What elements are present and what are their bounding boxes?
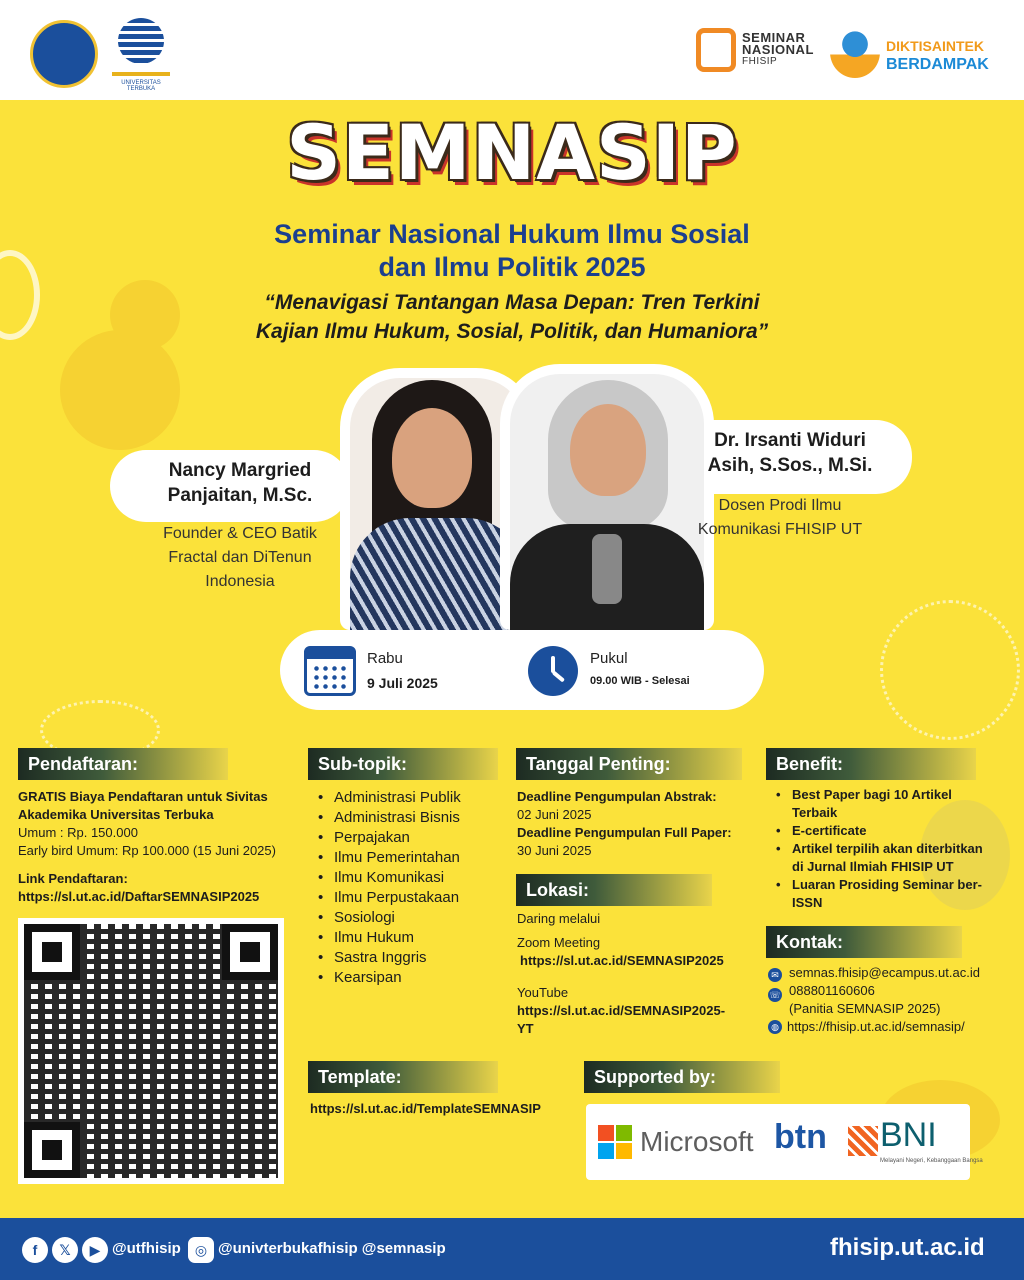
- diktisaintek-logo: DIKTISAINTEK BERDAMPAK: [830, 26, 1010, 82]
- supported-heading: Supported by:: [584, 1061, 780, 1093]
- speaker-role: Founder & CEO Batik Fractal dan DiTenun Indonesia: [163, 525, 317, 590]
- kemdikbud-logo: [30, 20, 98, 88]
- important-dates: Deadline Pengumpulan Abstrak: 02 Juni 2025 Deadline Pengumpulan Full Paper: 30 Juni 2025: [517, 789, 732, 858]
- qr-finder-pattern: [222, 924, 278, 980]
- contact-phone[interactable]: 088801160606 (Panitia SEMNASIP 2025): [789, 983, 941, 1016]
- subtopics-heading: Sub-topik:: [308, 748, 498, 780]
- btn-logo: btn: [774, 1118, 827, 1156]
- ms-square-blue: [598, 1143, 614, 1159]
- list-item: • Ilmu Komunikasi: [316, 868, 506, 888]
- batik-ornament: [880, 600, 1020, 740]
- list-item: • E-certificate: [774, 822, 1004, 840]
- list-item: • Administrasi Bisnis: [316, 808, 506, 828]
- registration-link[interactable]: https://sl.ut.ac.id/DaftarSEMNASIP2025: [18, 889, 260, 904]
- bni-logo: BNI: [880, 1116, 937, 1154]
- globe-icon: ◍: [768, 1020, 782, 1034]
- benefit-heading: Benefit:: [766, 748, 976, 780]
- event-day-label: Rabu: [367, 650, 403, 667]
- location-heading: Lokasi:: [516, 874, 712, 906]
- list-item: • Artikel terpilih akan diterbitkan di Jurnal Ilmiah FHISIP UT: [774, 840, 1004, 876]
- list-item: • Perpajakan: [316, 828, 506, 848]
- event-subtitle: Seminar Nasional Hukum Ilmu Sosial dan Ilmu Politik 2025: [274, 219, 750, 282]
- list-item: • Best Paper bagi 10 Artikel Terbaik: [774, 786, 1004, 822]
- list-item: • Sosiologi: [316, 908, 506, 928]
- ms-square-green: [616, 1125, 632, 1141]
- youtube-link[interactable]: https://sl.ut.ac.id/SEMNASIP2025- YT: [517, 1003, 726, 1036]
- batik-ornament: [60, 330, 180, 450]
- event-date: 9 Juli 2025: [367, 675, 438, 691]
- event-theme: “Menavigasi Tantangan Masa Depan: Tren Terkini Kajian Ilmu Hukum, Sosial, Politik, dan Humaniora”: [255, 291, 769, 343]
- speaker-name: Dr. Irsanti Widuri Asih, S.Sos., M.Si.: [707, 430, 873, 476]
- list-item: • Ilmu Pemerintahan: [316, 848, 506, 868]
- phone-icon: ☏: [769, 990, 781, 1000]
- template-link[interactable]: https://sl.ut.ac.id/TemplateSEMNASIP: [310, 1101, 541, 1116]
- benefit-list: [774, 786, 1004, 912]
- mail-icon: ✉: [768, 968, 782, 982]
- facebook-icon[interactable]: f: [22, 1237, 48, 1263]
- speaker-name: Nancy Margried Panjaitan, M.Sc.: [167, 460, 313, 506]
- calendar-icon: [304, 646, 356, 696]
- ms-square-red: [598, 1125, 614, 1141]
- bni-tagline: Melayani Negeri, Kebanggaan Bangsa: [880, 1158, 983, 1164]
- ms-square-yellow: [616, 1143, 632, 1159]
- template-heading: Template:: [308, 1061, 498, 1093]
- speaker-role: Dosen Prodi Ilmu Komunikasi FHISIP UT: [697, 497, 863, 538]
- contact-email[interactable]: semnas.fhisip@ecampus.ut.ac.id: [789, 965, 980, 980]
- event-title: SEMNASIP: [286, 108, 738, 197]
- list-item: • Sastra Inggris: [316, 948, 506, 968]
- list-item: • Ilmu Perpustakaan: [316, 888, 506, 908]
- instagram-icon[interactable]: ◎: [188, 1237, 214, 1263]
- registration-heading: Pendaftaran:: [18, 748, 228, 780]
- list-item: • Kearsipan: [316, 968, 506, 988]
- contact-heading: Kontak:: [766, 926, 962, 958]
- qr-finder-pattern: [24, 1122, 80, 1178]
- list-item: • Administrasi Publik: [316, 788, 506, 808]
- youtube-icon[interactable]: ▶: [82, 1237, 108, 1263]
- subtopics-list: [316, 788, 506, 988]
- seminar-nasional-logo: SEMINAR NASIONAL FHISIP: [696, 24, 816, 80]
- bni-logo-icon: [848, 1126, 878, 1156]
- event-time-label: Pukul: [590, 650, 628, 667]
- registration-link-block: Link Pendaftaran: https://sl.ut.ac.id/DaftarSEMNASIP2025: [18, 870, 308, 906]
- clock-icon: [528, 646, 578, 696]
- social-handle[interactable]: @utfhisip: [112, 1240, 181, 1257]
- instagram-handles[interactable]: @univterbukafhisip @semnasip: [218, 1240, 446, 1257]
- list-item: • Luaran Prosiding Seminar ber- ISSN: [774, 876, 1004, 912]
- header-bar: [0, 0, 1024, 100]
- footer-bar: [0, 1218, 1024, 1280]
- x-twitter-icon[interactable]: 𝕏: [52, 1237, 78, 1263]
- poster-body: [0, 100, 1024, 1218]
- footer-website[interactable]: fhisip.ut.ac.id: [830, 1234, 985, 1261]
- important-dates-heading: Tanggal Penting:: [516, 748, 742, 780]
- qr-finder-pattern: [24, 924, 80, 980]
- zoom-link[interactable]: https://sl.ut.ac.id/SEMNASIP2025: [520, 953, 724, 968]
- microsoft-logo: Microsoft: [640, 1126, 754, 1157]
- universitas-terbuka-logo: UNIVERSITAS TERBUKA: [108, 18, 174, 90]
- event-time: 09.00 WIB - Selesai: [590, 675, 690, 687]
- microsoft-logo-icon: [598, 1125, 632, 1159]
- location-info: Daring melalui Zoom Meeting https://sl.ut.ac.id/SEMNASIP2025 YouTube https://sl.ut.ac.id/SEMNASIP2025- YT: [517, 910, 757, 1038]
- registration-info: GRATIS Biaya Pendaftaran untuk Sivitas Akademika Universitas Terbuka Umum : Rp. 150.000 Early bird Umum: Rp 100.000 (15 Juni 2025): [18, 789, 276, 858]
- contact-website[interactable]: https://fhisip.ut.ac.id/semnasip/: [787, 1019, 965, 1034]
- list-item: • Ilmu Hukum: [316, 928, 506, 948]
